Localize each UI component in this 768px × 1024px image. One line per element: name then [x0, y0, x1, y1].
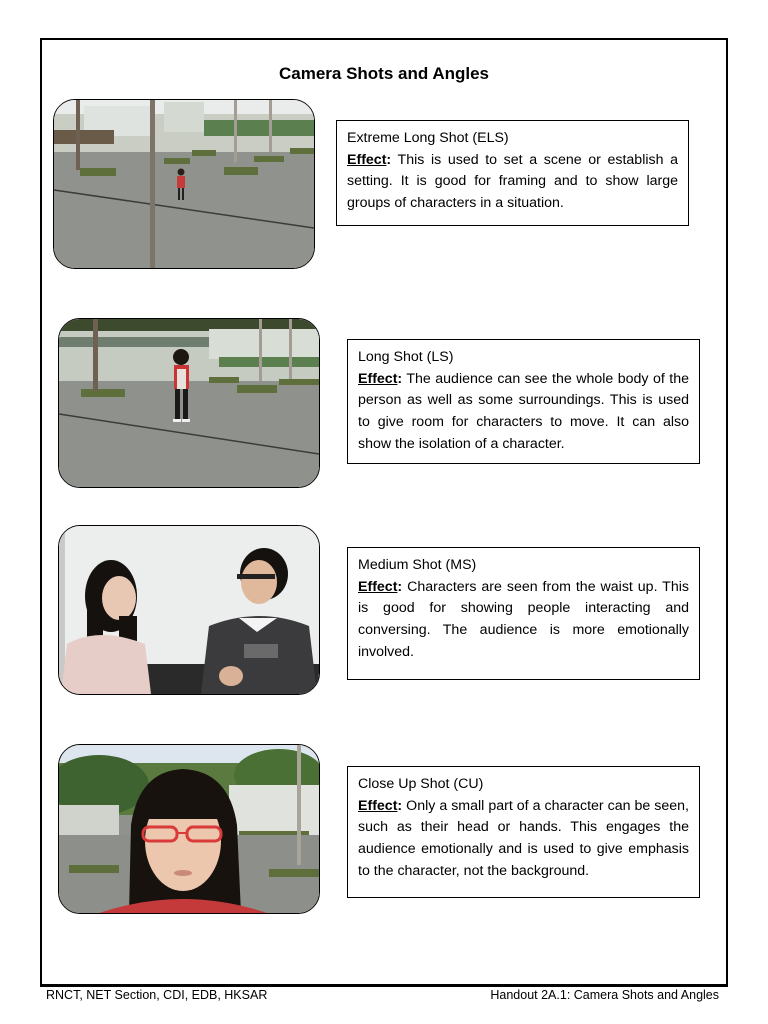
- effect-text: The audience can see the whole body of the person as well as some surroundings. This is used to give room for characters to move. It can also show the isolation of a character.: [358, 370, 689, 452]
- long-shot-photo: [58, 318, 320, 488]
- effect-colon: :: [397, 797, 403, 814]
- effect-colon: :: [397, 370, 403, 387]
- footer-source: RNCT, NET Section, CDI, EDB, HKSAR: [46, 988, 268, 1002]
- effect-label: Effect: [358, 578, 398, 595]
- medium-shot-photo: [58, 525, 320, 695]
- effect-label: Effect: [347, 151, 387, 168]
- page-title: Camera Shots and Angles: [278, 64, 490, 83]
- effect-colon: :: [397, 578, 403, 595]
- shot-name: Long Shot (LS): [358, 349, 454, 365]
- close-up-shot-photo: [58, 744, 320, 914]
- effect-label: Effect: [358, 370, 398, 387]
- effect-text: Only a small part of a character can be seen, such as their head or hands. This engages the audience emotionally and is used to give emphasis to the character, not the background.: [358, 797, 689, 879]
- effect-label: Effect: [358, 797, 398, 814]
- footer-handout-title: Handout 2A.1: Camera Shots and Angles: [490, 988, 719, 1002]
- extreme-long-shot-photo: [53, 99, 315, 269]
- shot-name: Medium Shot (MS): [358, 557, 477, 573]
- effect-text: Characters are seen from the waist up. This is good for showing people interacting and conversing. The audience is more emotionally involved.: [358, 578, 689, 660]
- effect-colon: :: [386, 151, 392, 168]
- extreme-long-shot-description: [336, 120, 689, 226]
- long-shot-description: [347, 339, 700, 464]
- close-up-shot-description: [347, 766, 700, 898]
- effect-text: This is used to set a scene or establish a setting. It is good for framing and to show large groups of characters in a situation.: [347, 151, 678, 212]
- shot-name: Extreme Long Shot (ELS): [347, 130, 509, 146]
- shot-name: Close Up Shot (CU): [358, 776, 484, 792]
- medium-shot-description: [347, 547, 700, 680]
